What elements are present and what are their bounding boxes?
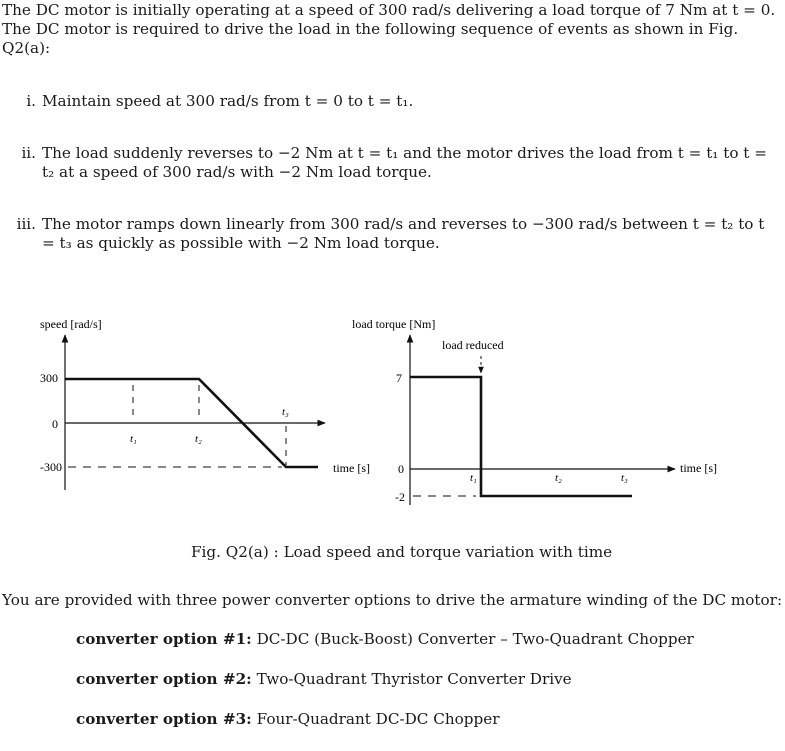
item-text: The motor ramps down linearly from 300 rad/s and reverses to −300 rad/s between t = t₂ to t = t₃ as quickly as possible with −2 Nm load torque. (42, 215, 765, 252)
torque-series-line (410, 377, 632, 496)
converter-option-2 (76, 670, 572, 689)
torque-tick-neg2: -2 (395, 490, 405, 504)
speed-chart (40, 317, 370, 490)
item-number: ii. (21, 144, 36, 162)
torque-tick-7: 7 (396, 371, 402, 385)
speed-xtick-t1: t₁ (130, 433, 137, 445)
option-label: converter option #1: (76, 630, 252, 648)
speed-tick-0: 0 (52, 417, 58, 431)
figure-q2a (0, 305, 785, 535)
torque-axis-label: load torque [Nm] (352, 317, 436, 331)
provided-text: You are provided with three power converter options to drive the armature winding of the DC motor: (2, 591, 783, 609)
speed-xtick-t3: t₃ (282, 406, 289, 418)
speed-xtick-t2: t₂ (195, 433, 202, 445)
option-text: Four-Quadrant DC-DC Chopper (256, 710, 500, 728)
torque-xtick-t2: t₂ (555, 472, 562, 484)
speed-tick-300: 300 (40, 371, 58, 385)
option-label: converter option #3: (76, 710, 252, 728)
speed-axis-label: speed [rad/s] (40, 317, 102, 331)
option-label: converter option #2: (76, 670, 252, 688)
item-number: iii. (16, 215, 36, 233)
speed-x-label: time [s] (333, 461, 370, 475)
intro-paragraph: The DC motor is initially operating at a speed of 300 rad/s delivering a load torque of 7 Nm at t = 0. The DC motor is required to drive the load in the following sequence of events as shown in Fig. Q2(a): (2, 1, 776, 57)
torque-chart (352, 317, 717, 505)
item-text: Maintain speed at 300 rad/s from t = 0 to t = t₁. (42, 92, 414, 110)
converter-option-1 (76, 630, 694, 649)
load-reduced-annotation: load reduced (442, 338, 504, 352)
item-text: The load suddenly reverses to −2 Nm at t = t₁ and the motor drives the load from t = t₁ to t = t₂ at a speed of 300 rad/s with −2 Nm load torque. (42, 144, 767, 181)
speed-tick-neg300: -300 (40, 460, 62, 474)
item-number: i. (26, 92, 36, 110)
option-text: Two-Quadrant Thyristor Converter Drive (256, 670, 572, 688)
torque-x-label: time [s] (680, 461, 717, 475)
option-text: DC-DC (Buck-Boost) Converter – Two-Quadrant Chopper (256, 630, 694, 648)
converter-option-3 (76, 710, 499, 729)
figure-caption: Fig. Q2(a) : Load speed and torque variation with time (191, 543, 613, 561)
torque-xtick-t1: t₁ (470, 472, 477, 484)
torque-tick-0: 0 (398, 462, 404, 476)
torque-xtick-t3: t₃ (621, 472, 628, 484)
